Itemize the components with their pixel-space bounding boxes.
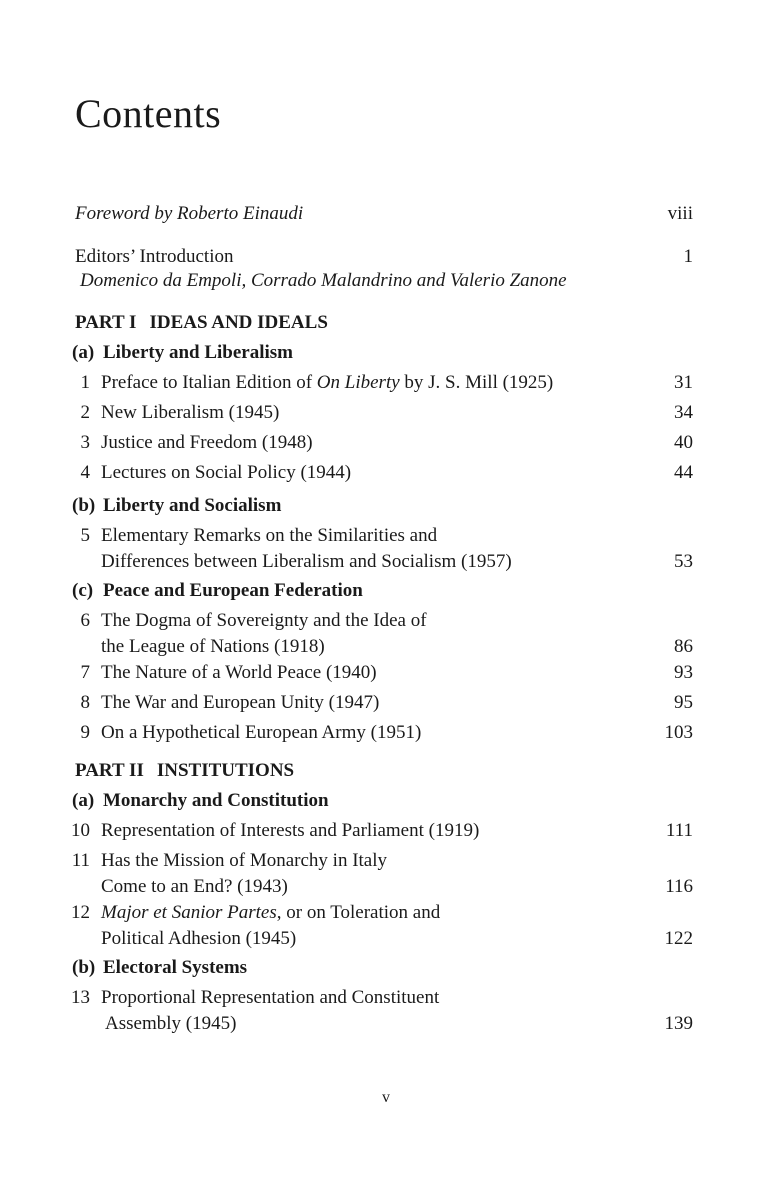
entry-title: Lectures on Social Policy (1944) — [101, 462, 352, 483]
section-heading — [72, 786, 693, 816]
entry-number: 2 — [80, 402, 90, 423]
entry-title: Elementary Remarks on the Similarities and Differences between Liberalism and Socialism (1957) — [101, 525, 512, 572]
entry-page-number: 31 — [674, 372, 693, 393]
section-label: (b) — [72, 957, 96, 978]
entry-page-number: 93 — [674, 662, 693, 683]
section-title: Liberty and Socialism — [103, 495, 282, 516]
section-heading — [72, 491, 693, 521]
entry-page-number: 95 — [674, 692, 693, 713]
entry-page-number: 139 — [664, 1013, 693, 1034]
entry-number: 8 — [80, 692, 90, 713]
entry-page-number: 34 — [674, 402, 693, 423]
section-title: Peace and European Federation — [103, 580, 363, 601]
part-label: PART I — [75, 312, 137, 333]
entry-number: 3 — [80, 432, 90, 453]
entry-title: On a Hypothetical European Army (1951) — [101, 722, 422, 743]
toc-entry — [70, 718, 693, 748]
entry-page-number: 53 — [674, 551, 693, 572]
part-heading — [75, 308, 693, 338]
part-heading — [75, 756, 693, 786]
editors-introduction-authors: Domenico da Empoli, Corrado Malandrino and Valerio Zanone — [80, 270, 567, 291]
entry-title: Has the Mission of Monarchy in Italy Come to an End? (1943) — [101, 850, 388, 897]
toc-entry — [70, 846, 693, 898]
section-title: Monarchy and Constitution — [103, 790, 329, 811]
entry-page-number: 86 — [674, 636, 693, 657]
entry-title: The Dogma of Sovereignty and the Idea of the League of Nations (1918) — [101, 610, 427, 657]
editors-introduction-label: Editors’ Introduction — [75, 246, 234, 267]
entry-page-number: 103 — [664, 722, 693, 743]
toc-entry — [70, 983, 693, 1035]
section-label: (b) — [72, 495, 96, 516]
entry-number: 10 — [71, 820, 90, 841]
section-label: (a) — [72, 342, 95, 363]
toc-entry — [70, 521, 693, 573]
section-heading — [72, 953, 693, 983]
toc-entry — [70, 458, 693, 488]
folio-page-number: v — [382, 1089, 390, 1106]
part-label: PART II — [75, 760, 144, 781]
toc-entry — [70, 368, 693, 398]
page-title: Contents — [75, 91, 222, 136]
foreword-label: Foreword by Roberto Einaudi — [75, 203, 304, 224]
section-label: (c) — [72, 580, 94, 601]
contents-body — [70, 0, 693, 1035]
entry-title: The War and European Unity (1947) — [101, 692, 380, 713]
entry-title: Major et Sanior Partes, or on Toleration and Political Adhesion (1945) — [101, 902, 441, 949]
entry-page-number: 116 — [665, 876, 693, 897]
entry-number: 1 — [80, 372, 90, 393]
toc-entry-foreword — [75, 199, 693, 229]
entry-number: 9 — [80, 722, 90, 743]
entry-title: Justice and Freedom (1948) — [101, 432, 313, 453]
part-title: IDEAS AND IDEALS — [149, 312, 328, 333]
entry-number: 4 — [80, 462, 90, 483]
toc-entry — [70, 688, 693, 718]
entry-page-number: 122 — [664, 928, 693, 949]
toc-entry — [70, 398, 693, 428]
entry-page-number: 40 — [674, 432, 693, 453]
entry-number: 6 — [80, 610, 90, 631]
toc-entry — [70, 428, 693, 458]
editors-introduction-row — [75, 245, 693, 269]
entry-page-number: 111 — [665, 820, 693, 841]
section-label: (a) — [72, 790, 95, 811]
entry-number: 11 — [71, 850, 90, 871]
toc-entry-editors-introduction — [75, 245, 693, 293]
entry-number: 5 — [80, 525, 90, 546]
entry-title: New Liberalism (1945) — [101, 402, 280, 423]
entry-title: Representation of Interests and Parliament (1919) — [101, 820, 480, 841]
section-title: Electoral Systems — [103, 957, 248, 978]
entry-title: The Nature of a World Peace (1940) — [101, 662, 377, 683]
section-heading — [72, 576, 693, 606]
foreword-page-number: viii — [667, 203, 693, 224]
toc-entry — [70, 816, 693, 846]
section-heading — [72, 338, 693, 368]
toc-entry — [70, 658, 693, 688]
entry-number: 13 — [71, 987, 90, 1008]
toc-entry — [70, 898, 693, 950]
entry-title: Preface to Italian Edition of On Liberty by J. S. Mill (1925) — [101, 372, 554, 393]
entry-number: 7 — [80, 662, 90, 683]
entry-title: Proportional Representation and Constituent Assembly (1945) — [101, 987, 440, 1034]
entry-number: 12 — [71, 902, 90, 923]
part-title: INSTITUTIONS — [156, 760, 295, 781]
toc-entry — [70, 606, 693, 658]
section-title: Liberty and Liberalism — [103, 342, 294, 363]
editors-introduction-page-number: 1 — [683, 246, 693, 267]
entry-page-number: 44 — [674, 462, 693, 483]
